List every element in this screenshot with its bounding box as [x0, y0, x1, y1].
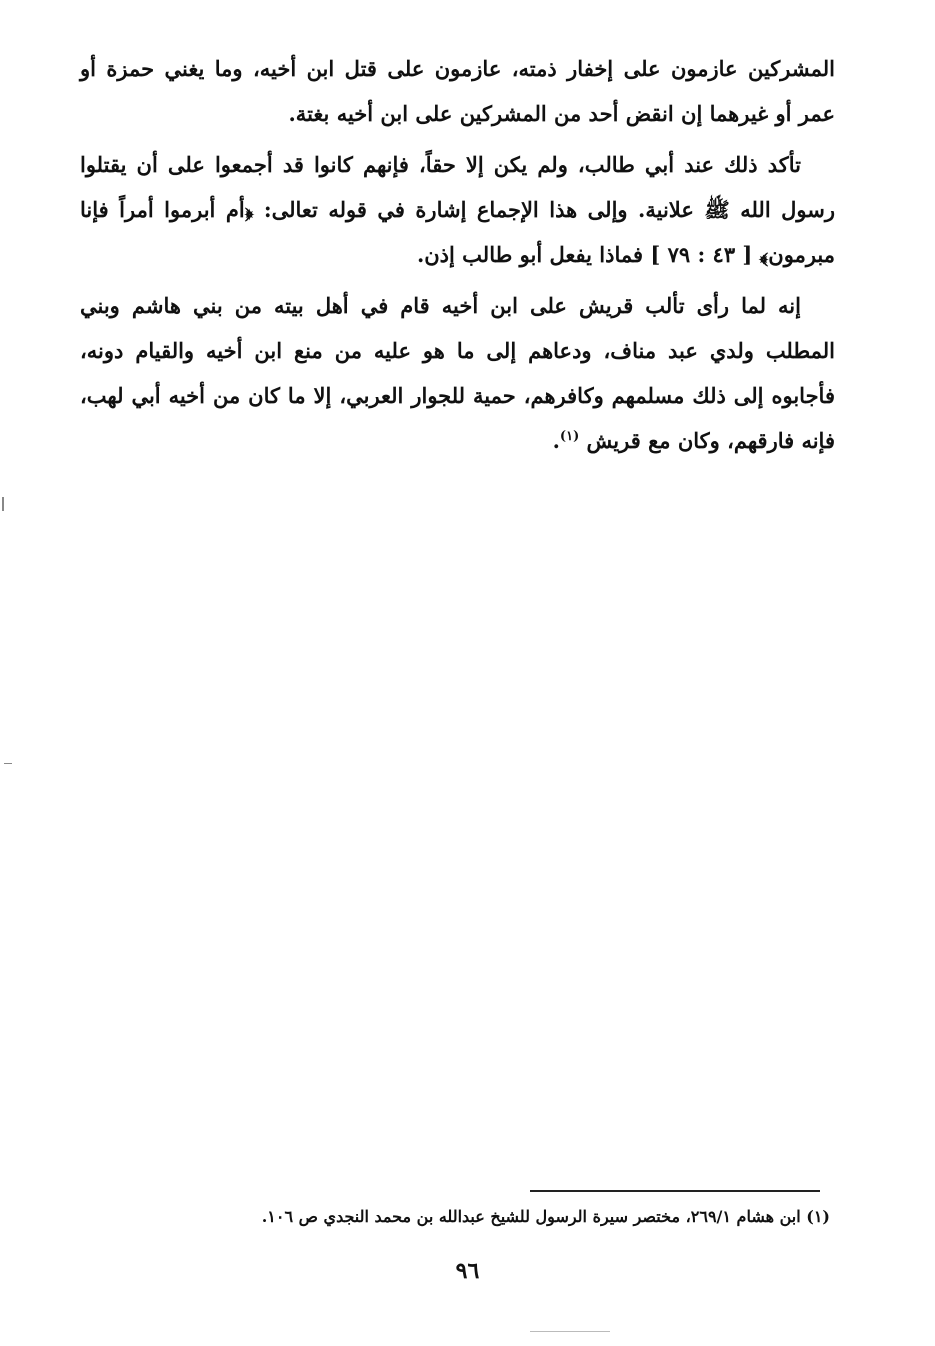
footnote-text: (١) ابن هشام ٢٦٩/١، مختصر سيرة الرسول للشيخ عبدالله بن محمد النجدي ص ١٠٦. [261, 1207, 830, 1226]
footnote [140, 1204, 830, 1230]
paragraph-1-text: المشركين عازمون على إخفار ذمته، عازمون على قتل ابن أخيه، وما يغني حمزة أو عمر أو غيرهما إن انقض أحد من المشركين على ابن أخيه بغتة. [80, 56, 835, 126]
scan-artifact [530, 1331, 610, 1332]
main-text [80, 46, 835, 469]
footnote-divider [530, 1190, 820, 1192]
paragraph-1 [80, 46, 835, 136]
paragraph-2 [80, 142, 835, 277]
paragraph-3-text: إنه لما رأى تألب قريش على ابن أخيه قام في أهل بيته من بني هاشم وبني المطلب ولدي عبد مناف، ودعاهم إلى ما هو عليه من منع ابن أخيه والقيام دونه، فأجابوه إلى ذلك مسلمهم وكافرهم، حمية للجوار العربي، إلا ما كان من أخيه أبي لهب، فإنه فارقهم، وكان مع قريش [80, 293, 835, 453]
footnote-reference[interactable]: (١) [559, 429, 580, 444]
page-number: ٩٦ [455, 1258, 480, 1284]
scan-artifact [2, 497, 4, 511]
scan-artifact [4, 763, 12, 764]
paragraph-2-text: تأكد ذلك عند أبي طالب، ولم يكن إلا حقاً، فإنهم كانوا قد أجمعوا على أن يقتلوا رسول الله ﷺ علانية. وإلى هذا الإجماع إشارة في قوله تعالى: ﴿أم أبرموا أمراً فإنا مبرمون﴾ [ ٤٣ : ٧٩ ] فماذا يفعل أبو طالب إذن. [80, 152, 835, 267]
paragraph-3-end: . [552, 428, 560, 453]
paragraph-3 [80, 283, 835, 463]
